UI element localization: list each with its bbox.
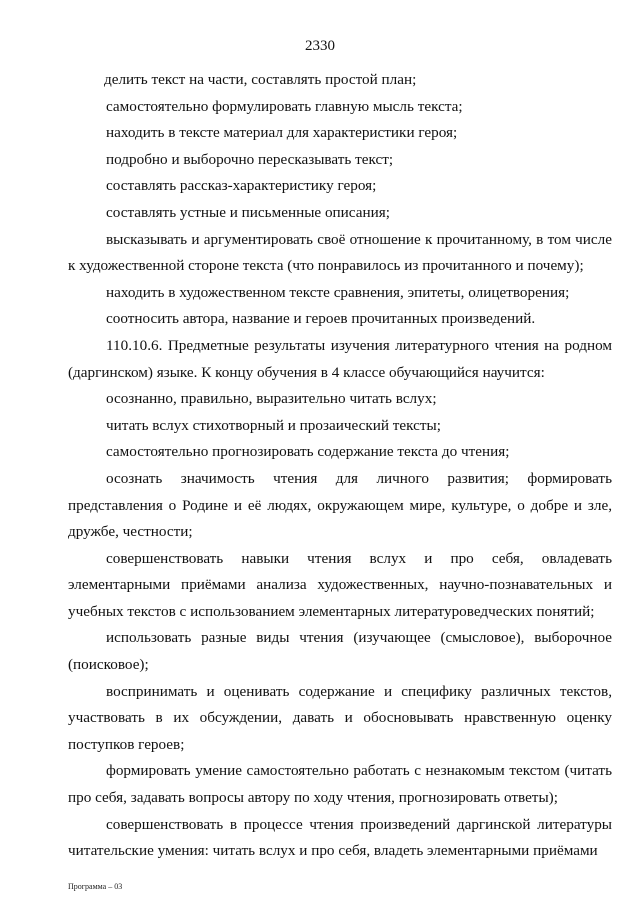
paragraph: соотносить автора, название и героев прочитанных произведений. xyxy=(106,310,536,328)
paragraph: использовать разные виды чтения (изучающее (смысловое), выборочное (поисковое); xyxy=(68,629,612,674)
footer-label: Программа – 03 xyxy=(68,882,123,891)
paragraph: находить в художественном тексте сравнения, эпитеты, олицетворения; xyxy=(106,283,570,301)
paragraph: читать вслух стихотворный и прозаический тексты; xyxy=(106,416,441,434)
paragraph: делить текст на части, составлять простой план; xyxy=(104,71,417,88)
paragraph: высказывать и аргументировать своё отношение к прочитанному, в том числе к художественной стороне текста (что понравилось из прочитанного и почему); xyxy=(68,230,612,275)
paragraph: составлять устные и письменные описания; xyxy=(106,203,390,221)
page-number: 2330 xyxy=(305,38,335,54)
section-heading-paragraph: 110.10.6. Предметные результаты изучения литературного чтения на родном (даргинском) языке. К концу обучения в 4 классе обучающийся научится: xyxy=(68,336,612,381)
paragraph: осознать значимость чтения для личного развития; формировать представления о Родине и её людях, окружающем мире, культуре, о добре и зле, дружбе, честности; xyxy=(68,469,612,541)
paragraph: находить в тексте материал для характеристики героя; xyxy=(106,124,458,142)
paragraph: составлять рассказ-характеристику героя; xyxy=(106,177,377,195)
paragraph: воспринимать и оценивать содержание и специфику различных текстов, участвовать в их обсуждении, давать и обосновывать нравственную оценку поступков героев; xyxy=(68,682,612,753)
paragraph: совершенствовать в процессе чтения произведений даргинской литературы читательские умения: читать вслух и про себя, владеть элементарными приёмами xyxy=(68,815,612,860)
paragraph: самостоятельно прогнозировать содержание текста до чтения; xyxy=(106,443,510,461)
paragraph: подробно и выборочно пересказывать текст; xyxy=(106,150,394,168)
paragraph: формировать умение самостоятельно работать с незнакомым текстом (читать про себя, задавать вопросы автору по ходу чтения, прогнозировать ответы); xyxy=(68,762,612,807)
paragraph: осознанно, правильно, выразительно читать вслух; xyxy=(106,390,437,408)
paragraph: самостоятельно формулировать главную мысль текста; xyxy=(106,97,463,115)
body-text xyxy=(68,67,612,865)
paragraph: совершенствовать навыки чтения вслух и про себя, овладевать элементарными приёмами анализа художественных, научно-познавательных и учебных текстов с использованием элементарных литературоведческих понятий; xyxy=(68,549,612,620)
